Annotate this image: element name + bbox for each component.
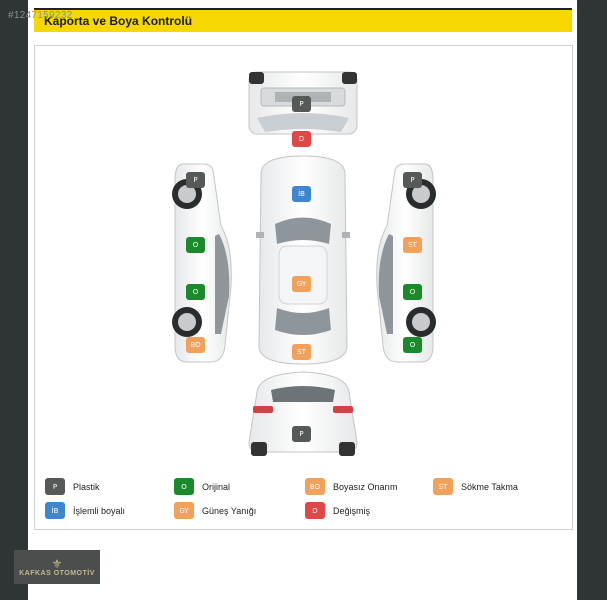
inspection-page: [28, 0, 577, 600]
car-diagram-card: [34, 45, 573, 530]
logo-name: KAFKAS OTOMOTİV: [19, 569, 95, 577]
car-left-side-view: [172, 164, 231, 362]
left-frame: [0, 0, 28, 600]
legend-orijinal-badge: O: [174, 478, 194, 495]
part-right-front-door[interactable]: O: [403, 284, 422, 300]
section-header: [34, 8, 572, 32]
part-front-bumper[interactable]: P: [292, 96, 311, 112]
legend-gunes-yanigi-label: Güneş Yanığı: [202, 505, 257, 516]
legend-sokme-takma-label: Sökme Takma: [461, 481, 518, 492]
legend-plastik-label: Plastik: [73, 481, 100, 492]
legend-boyasiz-onarim: [305, 478, 398, 495]
legend-gunes-yanigi: [174, 502, 256, 519]
legend-orijinal: [174, 478, 230, 495]
part-left-rear-fender[interactable]: BO: [186, 337, 205, 353]
logo-crest-icon: ⚜: [51, 556, 63, 571]
legend-plastik-badge: P: [45, 478, 65, 495]
legend-sokme-takma: [433, 478, 518, 495]
legend-gunes-yanigi-badge: GY: [174, 502, 194, 519]
legend-degismis: [305, 502, 370, 519]
part-left-front-fender[interactable]: O: [186, 237, 205, 253]
legend-degismis-label: Değişmiş: [333, 505, 371, 516]
part-rear-bumper[interactable]: P: [292, 426, 311, 442]
part-right-front-fender[interactable]: ST: [403, 237, 422, 253]
car-rear-view: [249, 372, 357, 456]
part-roof[interactable]: İB: [292, 186, 311, 202]
part-right-rear-fender[interactable]: O: [403, 337, 422, 353]
part-right-front-bumper[interactable]: P: [403, 172, 422, 188]
legend-degismis-badge: D: [305, 502, 325, 519]
dealer-logo: [14, 550, 100, 584]
part-hood-center[interactable]: GY: [292, 276, 311, 292]
part-trunk[interactable]: ST: [292, 344, 311, 360]
right-frame: [577, 0, 607, 600]
legend-islemli-boyali-label: İşlemli boyalı: [73, 505, 126, 516]
legend-sokme-takma-badge: ST: [433, 478, 453, 495]
section-title: Kaporta ve Boya Kontrolü: [44, 14, 193, 28]
legend-orijinal-label: Orijinal: [202, 481, 231, 492]
legend-plastik: [45, 478, 100, 495]
part-left-front-bumper[interactable]: P: [186, 172, 205, 188]
legend-islemli-boyali-badge: İB: [45, 502, 65, 519]
legend-islemli-boyali: [45, 502, 125, 519]
listing-id-watermark: #1247159232: [8, 10, 73, 21]
car-right-side-view: [377, 164, 436, 362]
part-hood-front[interactable]: D: [292, 131, 311, 147]
part-left-front-door[interactable]: O: [186, 284, 205, 300]
legend-boyasiz-onarim-badge: BO: [305, 478, 325, 495]
legend-boyasiz-onarim-label: Boyasız Onarım: [333, 481, 398, 492]
